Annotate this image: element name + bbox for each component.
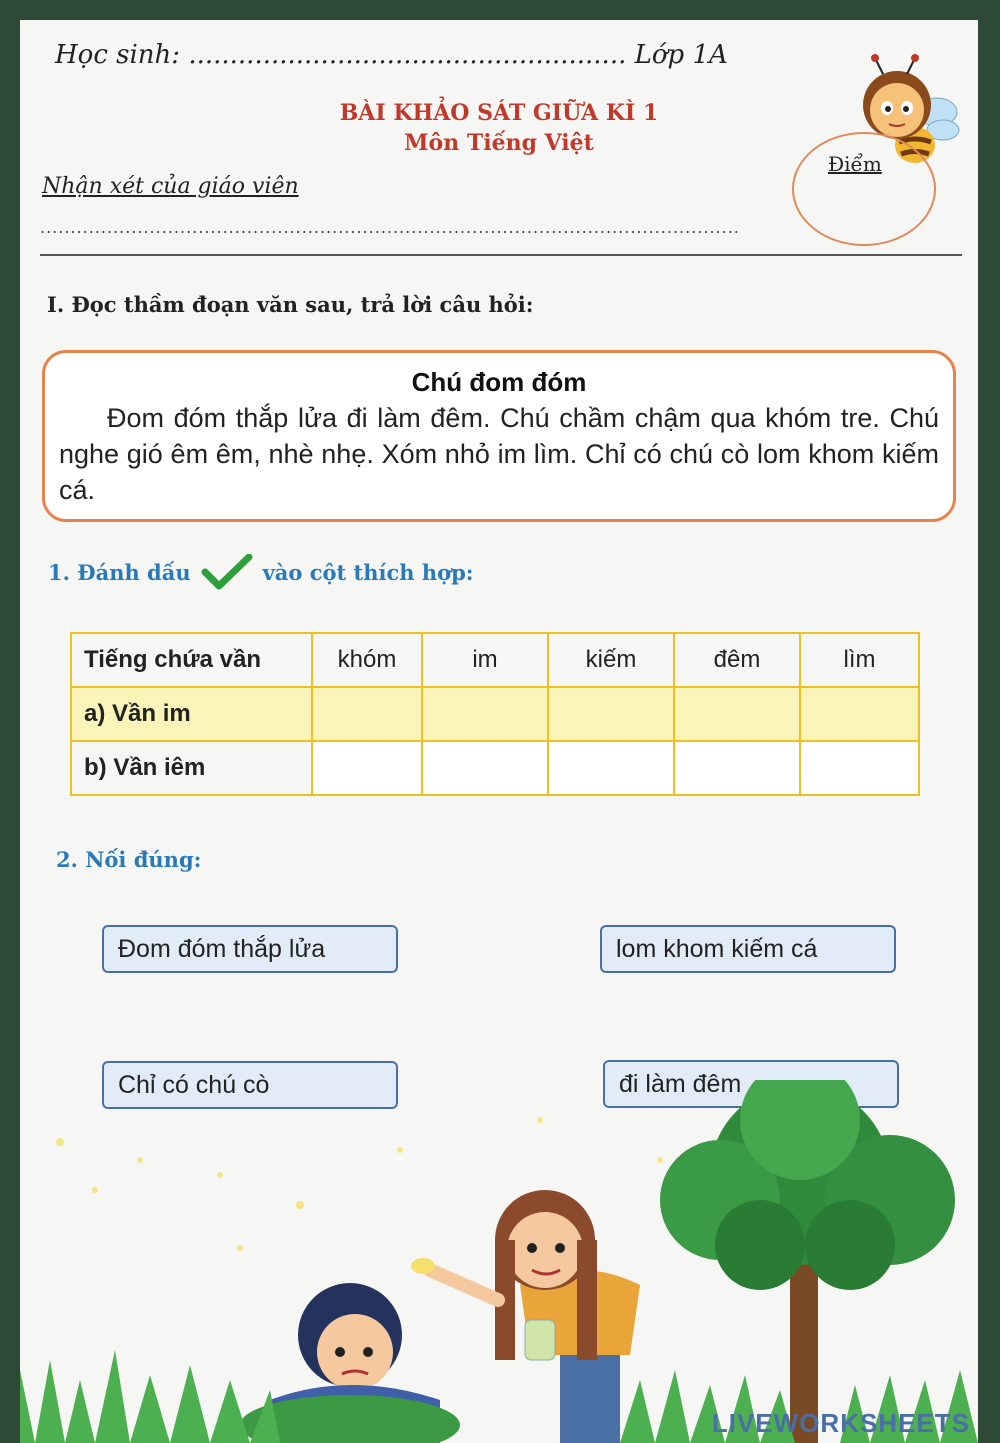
answer-cell[interactable] [674,741,800,795]
header-divider [40,254,962,256]
column-im: im [422,633,548,687]
table-row [71,687,919,741]
exam-title: BÀI KHẢO SÁT GIỮA KÌ 1 [339,100,659,126]
column-lim: lìm [800,633,919,687]
check-icon [201,554,253,590]
column-dem: đêm [674,633,800,687]
rhyme-table [70,632,920,796]
row-label-iem: b) Vần iêm [71,741,312,795]
firefly-scene-illustration [20,1080,978,1443]
subject-title: Môn Tiếng Việt [404,130,594,156]
column-kiem: kiếm [548,633,674,687]
table-header-row [71,633,919,687]
answer-cell[interactable] [422,741,548,795]
score-label: Điểm [828,152,882,176]
answer-cell[interactable] [800,687,919,741]
comment-dotted-line: ................................................................................................................... [40,218,740,237]
table-header-label: Tiếng chứa vần [71,633,312,687]
column-khom: khóm [312,633,422,687]
score-circle [792,132,936,246]
answer-cell[interactable] [312,687,422,741]
answer-cell[interactable] [800,741,919,795]
worksheet-page [20,20,978,1443]
question2-heading: 2. Nối đúng: [56,847,202,872]
passage-text: Đom đóm thắp lửa đi làm đêm. Chú chầm chậm qua khóm tre. Chú nghe gió êm êm, nhè nhẹ. Xóm nhỏ im lìm. Chỉ có chú cò lom khom kiếm cá. [59,403,939,505]
question1-heading [48,554,474,590]
section1-heading: I. Đọc thầm đoạn văn sau, trả lời câu hỏi: [47,292,534,317]
question1-prefix: 1. Đánh dấu [48,559,191,585]
answer-cell[interactable] [548,741,674,795]
match-right-1[interactable]: lom khom kiếm cá [600,925,896,973]
reading-passage-box [42,350,956,522]
passage-title: Chú đom đóm [411,367,587,397]
match-right-2[interactable]: đi làm đêm [603,1060,899,1108]
liveworksheets-logo: LIVEWORKSHEETS [711,1408,970,1438]
question1-suffix: vào cột thích hợp: [262,559,474,585]
table-row [71,741,919,795]
match-left-2[interactable]: Chỉ có chú cò [102,1061,398,1109]
answer-cell[interactable] [548,687,674,741]
row-label-im: a) Vần im [71,687,312,741]
teacher-comment-label: Nhận xét của giáo viên [42,174,299,199]
student-class-line: Học sinh: ..................................................... Lớp 1A [55,40,728,70]
answer-cell[interactable] [312,741,422,795]
match-left-1[interactable]: Đom đóm thắp lửa [102,925,398,973]
answer-cell[interactable] [422,687,548,741]
answer-cell[interactable] [674,687,800,741]
